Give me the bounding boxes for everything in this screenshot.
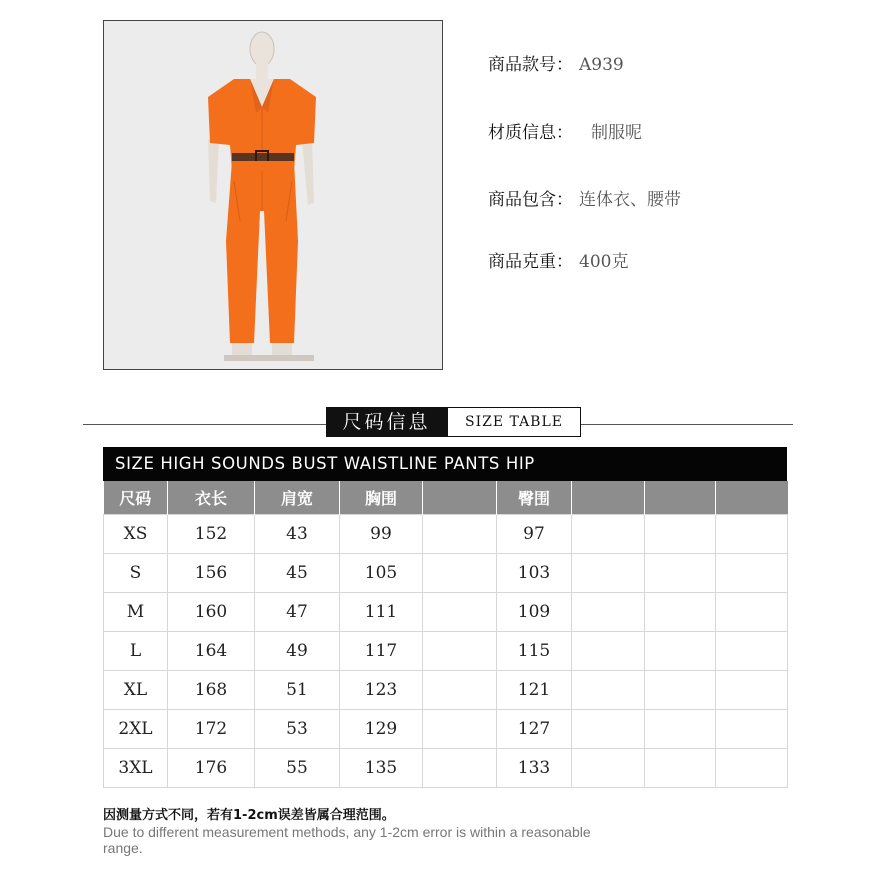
table-cell: 152 [168, 515, 255, 554]
table-cell [716, 671, 788, 710]
table-cell [645, 632, 716, 671]
table-cell [716, 749, 788, 788]
table-cell: 53 [255, 710, 340, 749]
table-cell: 55 [255, 749, 340, 788]
table-cell: 3XL [104, 749, 168, 788]
table-row [104, 749, 788, 788]
header-hip: 臀围 [497, 481, 572, 515]
divider-right [581, 424, 793, 425]
table-cell: 2XL [104, 710, 168, 749]
info-label: 材质信息： [488, 123, 573, 143]
table-cell [645, 593, 716, 632]
info-row-material [488, 118, 642, 143]
table-cell [423, 554, 497, 593]
table-cell [645, 710, 716, 749]
table-cell: 176 [168, 749, 255, 788]
info-row-weight [488, 247, 628, 272]
info-label: 商品包含： [488, 190, 573, 210]
table-cell: 103 [497, 554, 572, 593]
table-cell [423, 671, 497, 710]
table-cell [572, 515, 645, 554]
table-cell [572, 632, 645, 671]
table-row [104, 593, 788, 632]
table-cell: 121 [497, 671, 572, 710]
info-label: 商品款号： [488, 55, 573, 75]
size-table [103, 481, 788, 788]
table-cell [423, 710, 497, 749]
table-row [104, 710, 788, 749]
table-cell [645, 515, 716, 554]
header-bust: 胸围 [340, 481, 423, 515]
table-cell: 49 [255, 632, 340, 671]
info-value: A939 [579, 55, 624, 75]
table-cell: 127 [497, 710, 572, 749]
table-cell [572, 593, 645, 632]
table-cell [716, 632, 788, 671]
mannequin-orange-jumpsuit-icon [104, 21, 442, 369]
table-cell [423, 515, 497, 554]
table-cell: 99 [340, 515, 423, 554]
table-cell [572, 749, 645, 788]
table-cell [716, 554, 788, 593]
table-cell [423, 632, 497, 671]
table-cell: 123 [340, 671, 423, 710]
divider-left [83, 424, 326, 425]
table-header-row [104, 481, 788, 515]
info-row-contents [488, 185, 681, 210]
info-value: 400克 [579, 252, 629, 272]
table-cell: 111 [340, 593, 423, 632]
info-value: 连体衣、腰带 [579, 190, 681, 210]
table-cell: L [104, 632, 168, 671]
header-empty [572, 481, 645, 515]
table-cell [645, 671, 716, 710]
info-row-style-no [488, 50, 624, 75]
table-cell [716, 515, 788, 554]
note-english: Due to different measurement methods, any 1-2cm error is within a reasonable range. [103, 824, 591, 856]
table-cell: 43 [255, 515, 340, 554]
table-cell: XS [104, 515, 168, 554]
table-cell: 115 [497, 632, 572, 671]
info-label: 商品克重： [488, 252, 573, 272]
note-chinese: 因测量方式不同，若有1-2cm误差皆属合理范围。 [103, 808, 395, 823]
table-cell: 129 [340, 710, 423, 749]
header-empty [423, 481, 497, 515]
table-cell: 97 [497, 515, 572, 554]
header-shoulder: 肩宽 [255, 481, 340, 515]
table-row [104, 515, 788, 554]
table-cell: 164 [168, 632, 255, 671]
table-row [104, 632, 788, 671]
table-cell [572, 671, 645, 710]
table-cell [645, 749, 716, 788]
table-cell [572, 710, 645, 749]
table-cell: S [104, 554, 168, 593]
table-cell: 105 [340, 554, 423, 593]
table-cell [716, 710, 788, 749]
table-cell: 109 [497, 593, 572, 632]
info-value: 制服呢 [591, 123, 642, 143]
header-empty [645, 481, 716, 515]
section-title-en: SIZE TABLE [447, 407, 581, 437]
table-cell: XL [104, 671, 168, 710]
table-cell [572, 554, 645, 593]
product-photo [103, 20, 443, 370]
size-banner: SIZE HIGH SOUNDS BUST WAISTLINE PANTS HIP [103, 447, 787, 481]
table-cell [423, 593, 497, 632]
table-cell: 45 [255, 554, 340, 593]
table-row [104, 554, 788, 593]
table-cell [716, 593, 788, 632]
table-cell: 47 [255, 593, 340, 632]
table-row [104, 671, 788, 710]
table-cell: 168 [168, 671, 255, 710]
table-cell: 51 [255, 671, 340, 710]
header-empty [716, 481, 788, 515]
section-title-cn: 尺码信息 [326, 407, 447, 437]
table-cell [423, 749, 497, 788]
table-cell: 160 [168, 593, 255, 632]
table-cell: 156 [168, 554, 255, 593]
table-cell: 135 [340, 749, 423, 788]
table-cell [645, 554, 716, 593]
table-cell: M [104, 593, 168, 632]
header-size: 尺码 [104, 481, 168, 515]
header-length: 衣长 [168, 481, 255, 515]
table-cell: 133 [497, 749, 572, 788]
table-cell: 172 [168, 710, 255, 749]
table-cell: 117 [340, 632, 423, 671]
